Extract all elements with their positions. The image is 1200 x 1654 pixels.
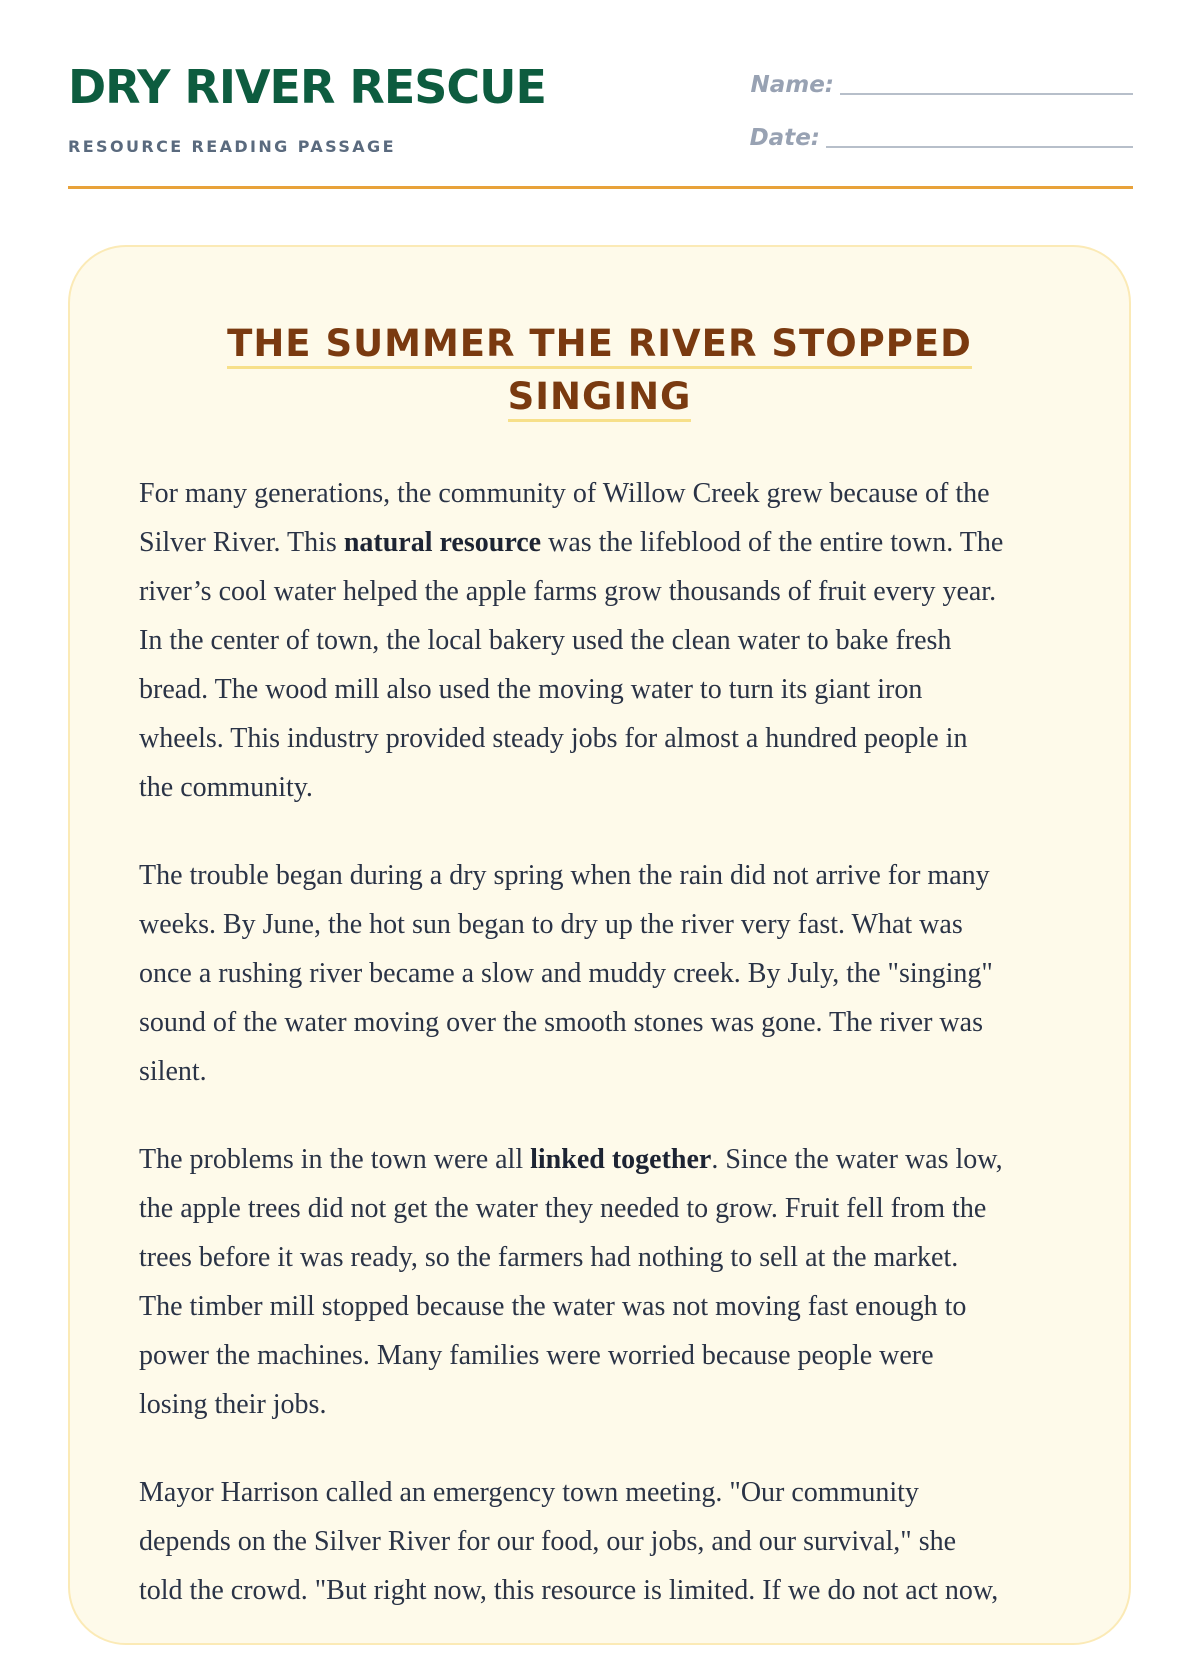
text-line: wheels. This industry provided steady jobs for almost a hundred people in bbox=[139, 723, 968, 754]
date-field[interactable] bbox=[750, 125, 1133, 151]
vocab-natural-resource: natural resource bbox=[343, 527, 542, 558]
name-label: Name: bbox=[750, 72, 834, 98]
passage-title-line-2: SINGING bbox=[508, 375, 692, 422]
text-line: weeks. By June, the hot sun began to dry up the river very fast. What was bbox=[139, 909, 963, 940]
worksheet-title: DRY RIVER RESCUE bbox=[68, 60, 546, 114]
text-line: told the crowd. "But right now, this resource is limited. If we do not act now, bbox=[139, 1575, 999, 1606]
paragraph-2 bbox=[139, 851, 1059, 1096]
paragraph-3 bbox=[139, 1135, 1059, 1429]
text-line: sound of the water moving over the smooth stones was gone. The river was bbox=[139, 1007, 983, 1038]
vocab-linked-together: linked together bbox=[530, 1144, 712, 1175]
date-label: Date: bbox=[749, 125, 820, 151]
text-line: the community. bbox=[139, 772, 313, 803]
header-divider bbox=[68, 186, 1133, 189]
text-line: power the machines. Many families were worried because people were bbox=[139, 1340, 934, 1371]
worksheet-subtitle: RESOURCE READING PASSAGE bbox=[68, 137, 396, 156]
text-line: trees before it was ready, so the farmers had nothing to sell at the market. bbox=[139, 1242, 959, 1273]
text-line: the apple trees did not get the water they needed to grow. Fruit fell from the bbox=[139, 1193, 987, 1224]
passage-title-line-1: THE SUMMER THE RIVER STOPPED bbox=[227, 322, 972, 369]
date-blank-line[interactable] bbox=[826, 126, 1133, 148]
text-line: The timber mill stopped because the water was not moving fast enough to bbox=[139, 1291, 967, 1322]
text-line: Silver River. This bbox=[139, 527, 344, 558]
text-line: river’s cool water helped the apple farms grow thousands of fruit every year. bbox=[139, 576, 997, 607]
text-line: losing their jobs. bbox=[139, 1389, 327, 1420]
text-line: depends on the Silver River for our food, our jobs, and our survival," she bbox=[139, 1526, 957, 1557]
name-blank-line[interactable] bbox=[840, 73, 1133, 95]
passage-title bbox=[70, 317, 1129, 423]
name-field[interactable] bbox=[750, 72, 1133, 98]
text-line: In the center of town, the local bakery used the clean water to bake fresh bbox=[139, 625, 952, 656]
text-line: The problems in the town were all bbox=[139, 1144, 531, 1175]
text-line: was the lifeblood of the entire town. The bbox=[541, 527, 1004, 558]
paragraph-1 bbox=[139, 469, 1059, 812]
text-line: silent. bbox=[139, 1056, 207, 1087]
text-line: Mayor Harrison called an emergency town meeting. "Our community bbox=[139, 1477, 919, 1508]
text-line: The trouble began during a dry spring when the rain did not arrive for many bbox=[139, 860, 990, 891]
paragraph-4 bbox=[139, 1468, 1059, 1615]
worksheet-header bbox=[68, 0, 1133, 190]
text-line: bread. The wood mill also used the moving water to turn its giant iron bbox=[139, 674, 923, 705]
text-line: For many generations, the community of Willow Creek grew because of the bbox=[139, 478, 990, 509]
passage-card bbox=[68, 245, 1131, 1645]
text-line: . Since the water was low, bbox=[711, 1144, 1003, 1175]
text-line: once a rushing river became a slow and muddy creek. By July, the "singing" bbox=[139, 958, 993, 989]
passage-body bbox=[139, 469, 1059, 1654]
